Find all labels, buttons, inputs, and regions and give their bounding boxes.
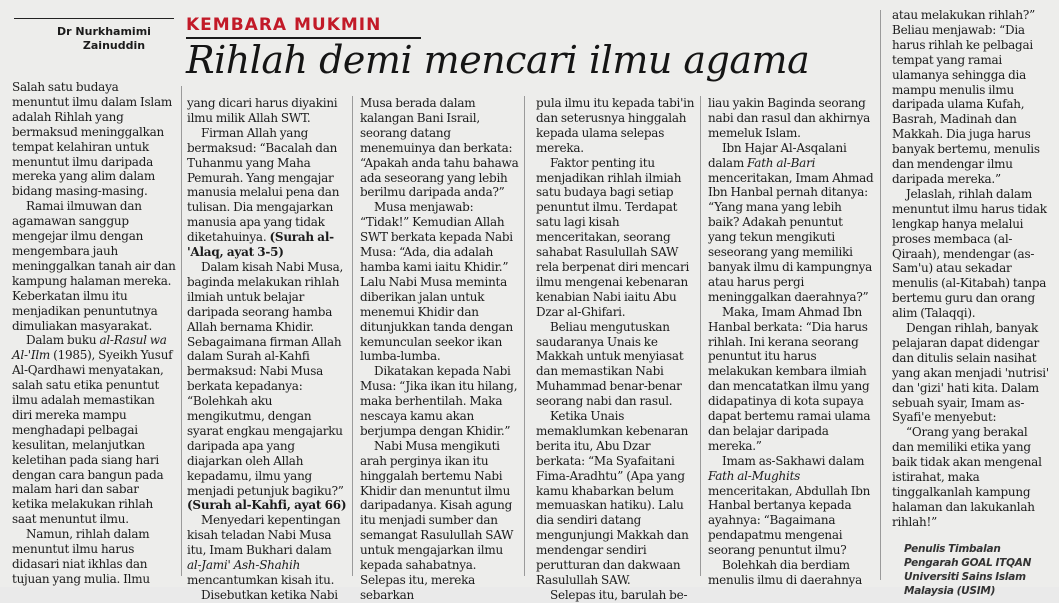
column-divider [352,96,353,576]
paragraph: “Orang yang berakal dan memiliki etika yang baik tidak akan mengenal istirahat, maka tinggalkanlah kampung halaman dan lakukanlah rihlah!” [892,425,1042,529]
column-divider [700,96,701,576]
column-divider [880,10,881,580]
paragraph: yang dicari harus diyakini ilmu milik Allah SWT. [187,96,338,125]
paragraph: Musa berada dalam kalangan Bani Israil, seorang datang menemuinya dan berkata: “Apakah anda tahu bahawa ada seseorang yang lebih berilmu daripada anda?” [360,96,519,200]
paragraph: Musa menjawab: “Tidak!” Kemudian Allah SWT berkata kepada Nabi Musa: “Ada, dia adalah hamba kami iaitu Khidir.” Lalu Nabi Musa meminta diberikan jalan untuk menemui Khidir dan ditunjukkan tanda dengan kemunculan seekor ikan lumba-lumba. [360,200,513,364]
author-name-line2: Zainuddin [82,39,146,52]
paragraph: Jelaslah, rihlah dalam menuntut ilmu harus tidak lengkap hanya melalui proses membaca (al-Qiraah), mendengar (as-Sam'u) atau sekadar menulis (al-Kitabah) tanpa bertemu guru dan orang alim (Talaqqi). [892,186,1047,321]
paragraph: Selepas itu, barulah be- [550,587,688,602]
section-kicker: KEMBARA MUKMIN [186,15,382,35]
paragraph: liau yakin Baginda seorang nabi dan rasul dan akhirnya memeluk Islam. [708,96,871,140]
paragraph: Firman Allah yang bermaksud: “Bacalah dan Tuhanmu yang Maha Pemurah. Yang mengajar manusia melalui pena dan tulisan. Dia mengajarkan manusia apa yang tidak diketahuinya. (Surah al-'Alaq, ayat 3-5) [187,125,340,260]
article-column-2 [187,96,347,602]
author-byline [14,18,174,53]
paragraph: Nabi Musa mengikuti arah perginya ikan itu hinggalah bertemu Nabi Khidir dan menuntut ilmu daripadanya. Kisah agung itu menjadi sumber dan semangat Rasulullah SAW untuk mengajarkan ilmu kepada sahabatnya. Selepas itu, mereka sebarkan [360,438,514,602]
author-name-line1: Dr Nurkhamimi [57,25,151,38]
paragraph: Namun, rihlah dalam menuntut ilmu harus didasari niat ikhlas dan tujuan yang mulia. Ilmu [12,527,150,586]
paragraph: Faktor penting itu menjadikan rihlah ilmiah satu budaya bagi setiap penuntut ilmu. Terdapat satu lagi kisah menceritakan, seorang sahabat Rasulullah SAW rela berpenat diri mencari ilmu mengenai kebenaran kenabian Nabi iaitu Abu Dzar al-Ghifari. [536,155,690,319]
article-column-6 [892,8,1052,597]
paragraph: Beliau mengutuskan saudaranya Unais ke Makkah untuk menyiasat dan memastikan Nabi Muhammad benar-benar seorang nabi dan rasul. [536,319,684,409]
paragraph: Dikatakan kepada Nabi Musa: “Jika ikan itu hilang, maka berhentilah. Maka nescaya kamu akan berjumpa dengan Khidir.” [360,364,518,438]
article-headline: Rihlah demi mencari ilmu agama [186,38,810,82]
article-column-4 [536,96,696,602]
article-column-3 [360,96,520,602]
paragraph: Dengan rihlah, banyak pelajaran dapat didengar dan ditulis selain nasihat yang akan menjadi 'nutrisi' dan 'gizi' hati kita. Dalam sebuah syair, Imam as-Syafi'e menyebut: [892,321,1049,425]
paragraph: Salah satu budaya menuntut ilmu dalam Islam adalah Rihlah yang bermaksud meninggalkan tempat kelahiran untuk menuntut ilmu daripada mereka yang alim dalam bidang masing-masing. [12,80,172,199]
paragraph: Ketika Unais memaklumkan kebenaran berita itu, Abu Dzar berkata: “Ma Syafaitani Fima-Aradhtu” (Apa yang kamu khabarkan belum memuaskan hatiku). Lalu dia sendiri datang mengunjungi Makkah dan mendengar sendiri perutturan dan dakwaan Rasulullah SAW. [536,409,689,587]
article-column-1 [12,80,176,586]
article-column-5 [708,96,874,587]
paragraph: Dalam kisah Nabi Musa, baginda melakukan rihlah ilmiah untuk belajar daripada seorang hamba Allah bernama Khidir. Sebagaimana firman Allah dalam Surah al-Kahfi bermaksud: Nabi Musa berkata kepadanya: “Bolehkah aku mengikutmu, dengan syarat engkau mengajarku daripada apa yang diajarkan oleh Allah kepadamu, ilmu yang menjadi petunjuk bagiku?” (Surah al-Kahfi, ayat 66) [187,259,347,513]
paragraph: pula ilmu itu kepada tabi'in dan seterusnya hinggalah kepada ulama selepas mereka. [536,96,695,155]
paragraph: atau melakukan rihlah?” Beliau menjawab: “Dia harus rihlah ke pelbagai tempat yang ramai ulamanya sehingga dia mampu menulis ilmu daripada ulama Kufah, Basrah, Madinah dan Makkah. Dia juga harus banyak bertemu, menulis dan mendengar ilmu daripada mereka.” [892,8,1040,186]
author-note: Penulis Timbalan Pengarah GOAL ITQAN Universiti Sains Islam Malaysia (USIM) [904,542,1032,597]
paragraph: Imam as-Sakhawi dalam Fath al-Mughits menceritakan, Abdullah Ibn Hanbal bertanya kepada ayahnya: “Bagaimana pendapatmu mengenai seorang penuntut ilmu? [708,453,871,558]
column-divider [181,86,182,576]
paragraph: Dalam buku al-Rasul wa Al-'Ilm (1985), Syeikh Yusuf Al-Qardhawi menyatakan, salah satu etika penuntut ilmu adalah memastikan diri mereka mampu menghadapi pelbagai kesulitan, melanjutkan keletihan pada siang hari dengan cara bangun pada malam hari dan sabar ketika melakukan rihlah saat menuntut ilmu. [12,333,173,527]
paragraph: Ibn Hajar Al-Asqalani dalam Fath al-Bari menceritakan, Imam Ahmad Ibn Hanbal pernah ditanya: “Yang mana yang lebih baik? Adakah penuntut yang tekun mengikuti seseorang yang memiliki banyak ilmu di kampungnya atau harus pergi meninggalkan daerahnya?” [708,140,874,304]
column-divider [524,96,525,576]
paragraph: Menyedari kepentingan kisah teladan Nabi Musa itu, Imam Bukhari dalam al-Jami' Ash-Shahih mencantumkan kisah itu. [187,513,341,587]
paragraph: Disebutkan ketika Nabi [201,587,338,602]
paragraph: Maka, Imam Ahmad Ibn Hanbal berkata: “Dia harus rihlah. Ini kerana seorang penuntut itu harus melakukan kembara ilmiah dan mencatatkan ilmu yang didapatinya di kota supaya dapat bertemu ramai ulama dan belajar daripada mereka.” [708,304,871,453]
paragraph: Ramai ilmuwan dan agamawan sanggup mengejar ilmu dengan mengembara jauh meninggalkan tanah air dan kampung halaman mereka. Keberkatan ilmu itu menjadikan penuntutnya dimuliakan masyarakat. [12,199,176,333]
paragraph: Bolehkah dia berdiam menulis ilmu di daerahnya [708,558,862,587]
